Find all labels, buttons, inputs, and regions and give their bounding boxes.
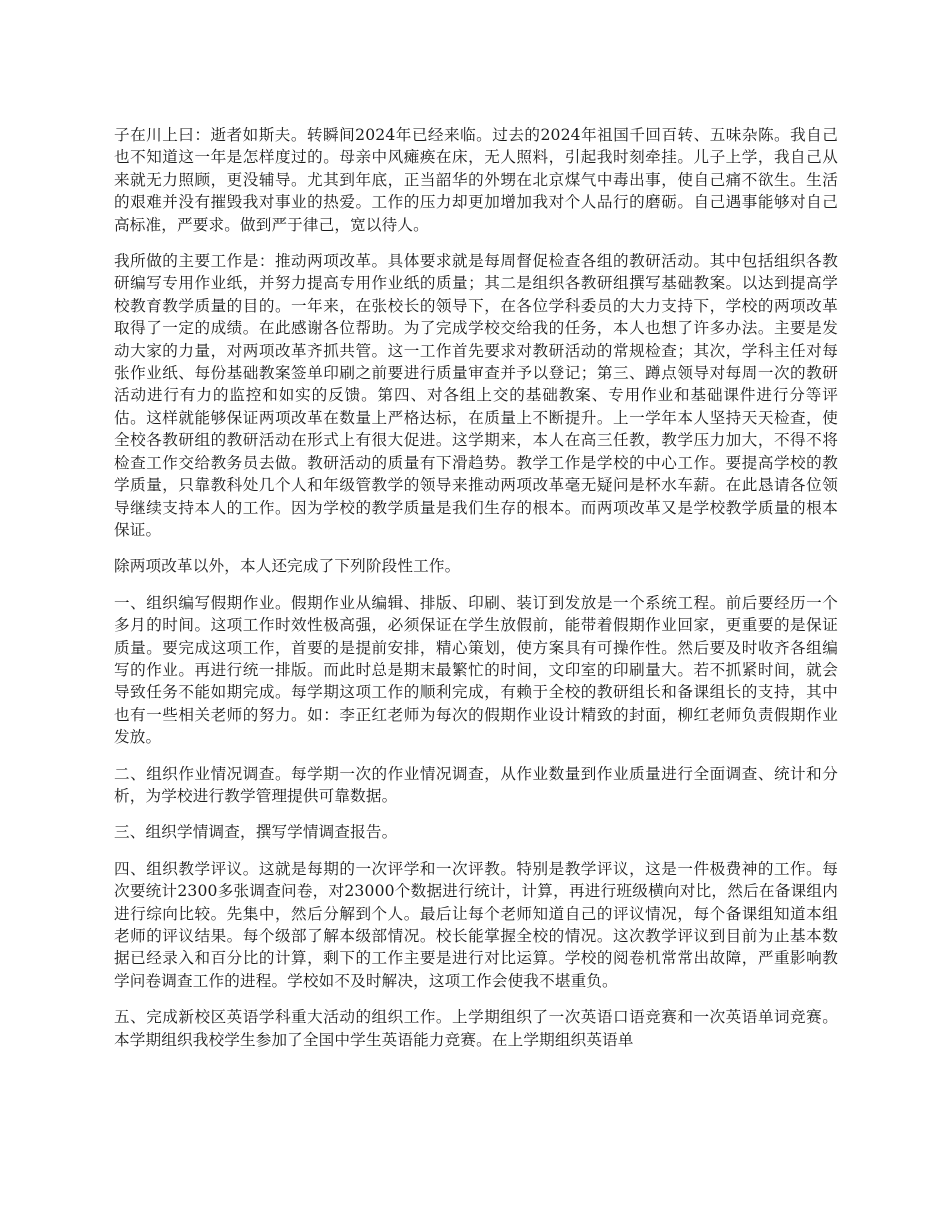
paragraph-other-work-intro: 除两项改革以外，本人还完成了下列阶段性工作。 — [114, 557, 461, 576]
paragraph-intro: 子在川上曰：逝者如斯夫。转瞬间2024年已经来临。过去的2024年祖国千回百转、五味杂陈。我自己也不知道这一年是怎样度过的。母亲中风瘫痪在床，无人照料，引起我时刻牵挂。儿子上学，我自己从来就无力照顾，更没辅导。尤其到年底，正当韶华的外甥在北京煤气中毒出事，使自己痛不欲生。生活的艰难并没有摧毁我对事业的热爱。工作的压力却更加增加我对个人品行的磨砺。自己遇事能够对自己高标准，严要求。做到严于律己，宽以待人。 — [114, 126, 838, 234]
paragraph-item-1-holiday-homework: 一、组织编写假期作业。假期作业从编辑、排版、印刷、装订到发放是一个系统工程。前后要经历一个多月的时间。这项工作时效性极高强，必须保证在学生放假前，能带着假期作业回家，更重要的是保证质量。要完成这项工作，首要的是提前安排，精心策划，使方案具有可操作性。然后要及时收齐各组编写的作业。再进行统一排版。而此时总是期末最繁忙的时间，文印室的印刷量大。若不抓紧时间，就会导致任务不能如期完成。每学期这项工作的顺利完成，有赖于全校的教研组长和备课组长的支持，其中也有一些相关老师的努力。如：李正红老师为每次的假期作业设计精致的封面，柳红老师负责假期作业发放。 — [114, 593, 838, 747]
document-page — [114, 124, 838, 1065]
paragraph-item-5-english-activities: 五、完成新校区英语学科重大活动的组织工作。上学期组织了一次英语口语竞赛和一次英语单词竞赛。本学期组织我校学生参加了全国中学生英语能力竞赛。在上学期组织英语单 — [114, 1008, 838, 1049]
paragraph-item-2-homework-survey: 二、组织作业情况调查。每学期一次的作业情况调查，从作业数量到作业质量进行全面调查、统计和分析，为学校进行教学管理提供可靠数据。 — [114, 764, 838, 805]
paragraph-item-4-teaching-evaluation: 四、组织教学评议。这就是每期的一次评学和一次评教。特别是教学评议，这是一件极费神的工作。每次要统计2300多张调查问卷，对23000个数据进行统计，计算，再进行班级横向对比，然后在备课组内进行综向比较。先集中，然后分解到个人。最后让每个老师知道自己的评议情况，每个备课组知道本组老师的评议结果。每个级部了解本级部情况。校长能掌握全校的情况。这次教学评议到目前为止基本数据已经录入和百分比的计算，剩下的工作主要是进行对比运算。学校的阅卷机常常出故障，严重影响教学问卷调查工作的进程。学校如不及时解决，这项工作会使我不堪重负。 — [114, 859, 838, 990]
paragraph-main-work: 我所做的主要工作是：推动两项改革。具体要求就是每周督促检查各组的教研活动。其中包括组织各教研编写专用作业纸，并努力提高专用作业纸的质量；其二是组织各教研组撰写基础教案。以达到提高学校教育教学质量的目的。一年来，在张校长的领导下，在各位学科委员的大力支持下，学校的两项改革取得了一定的成绩。在此感谢各位帮助。为了完成学校交给我的任务，本人也想了许多办法。主要是发动大家的力量，对两项改革齐抓共管。这一工作首先要求对教研活动的常规检查；其次，学科主任对每张作业纸、每份基础教案签单印刷之前要进行质量审查并予以登记；第三、蹲点领导对每周一次的教研活动进行有力的监控和如实的反馈。第四、对各组上交的基础教案、专用作业和基础课件进行分等评估。这样就能够保证两项改革在数量上严格达标，在质量上不断提升。上一学年本人坚持天天检查，使全校各教研组的教研活动在形式上有很大促进。这学期来，本人在高三任教，教学压力加大，不得不将检查工作交给教务员去做。教研活动的质量有下滑趋势。教学工作是学校的中心工作。要提高学校的教学质量，只靠教科处几个人和年级管教学的领导来推动两项改革毫无疑问是杯水车薪。在此恳请各位领导继续支持本人的工作。因为学校的教学质量是我们生存的根本。而两项改革又是学校教学质量的根本保证。 — [114, 252, 838, 539]
paragraph-item-3-learning-survey: 三、组织学情调查，撰写学情调查报告。 — [114, 823, 398, 842]
